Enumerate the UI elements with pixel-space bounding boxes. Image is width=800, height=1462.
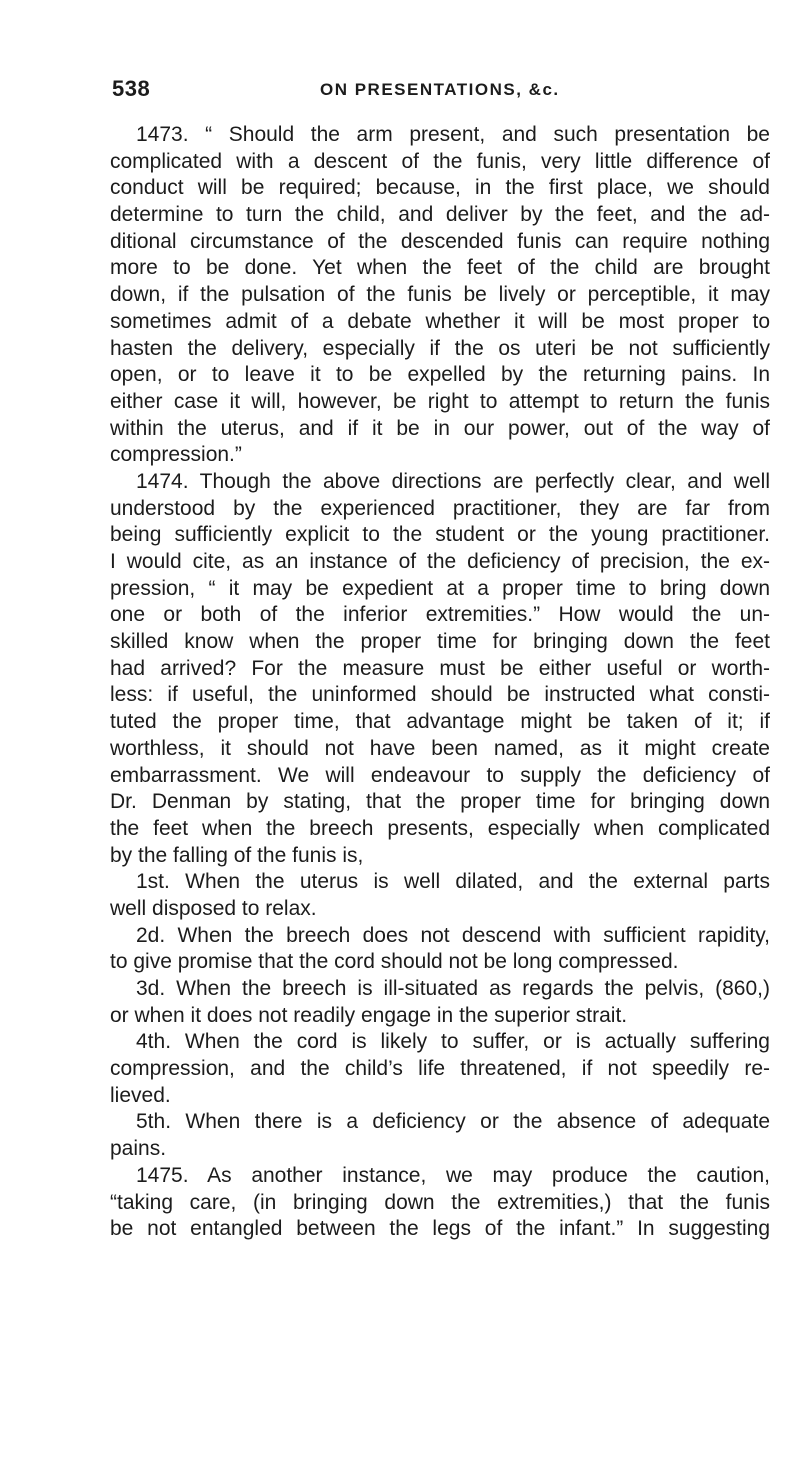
text-line: more to be done. Yet when the feet of the child are brought bbox=[110, 256, 770, 280]
running-head: ON PRESENTATIONS, &c. bbox=[320, 80, 560, 99]
text-line: 5th. When there is a deficiency or the absence of adequate bbox=[136, 1110, 770, 1134]
text-line: 1st. When the uterus is well dilated, and the external parts bbox=[136, 870, 770, 894]
text-line: being sufficiently explicit to the student or the young practitioner. bbox=[110, 523, 770, 547]
text-line: sometimes admit of a debate whether it will be most proper to bbox=[110, 309, 770, 333]
text-line: complicated with a descent of the funis, very little difference of bbox=[110, 149, 770, 173]
text-line: within the uterus, and if it be in our power, out of the way of bbox=[110, 416, 770, 440]
text-line: “taking care, (in bringing down the extremities,) that the funis bbox=[110, 1190, 770, 1214]
text-line: conduct will be required; because, in the first place, we should bbox=[110, 176, 770, 200]
text-line: compression, and the child’s life threatened, if not speedily re- bbox=[110, 1057, 770, 1081]
text-line: compression.” bbox=[110, 443, 242, 467]
text-line: 3d. When the breech is ill-situated as regards the pelvis, (860,) bbox=[136, 977, 770, 1000]
text-line: less: if useful, the uninformed should be instructed what consti- bbox=[110, 683, 770, 707]
page-header bbox=[112, 76, 752, 106]
text-line: worthless, it should not have been named, as it might create bbox=[110, 736, 770, 760]
text-line: down, if the pulsation of the funis be lively or perceptible, it may bbox=[110, 283, 770, 307]
text-line: hasten the delivery, especially if the os uteri be not sufficiently bbox=[110, 336, 770, 360]
text-line: be not entangled between the legs of the infant.” In suggesting bbox=[110, 1217, 770, 1241]
text-line: pains. bbox=[110, 1137, 167, 1161]
text-line: well disposed to relax. bbox=[110, 896, 317, 920]
text-line: 4th. When the cord is likely to suffer, or is actually suffering bbox=[136, 1030, 770, 1054]
text-line: 2d. When the breech does not descend with sufficient rapidity, bbox=[136, 923, 770, 947]
text-line: ditional circumstance of the descended funis can require nothing bbox=[110, 229, 770, 253]
text-line: 1475. As another instance, we may produce the caution, bbox=[136, 1163, 770, 1187]
body-text bbox=[110, 122, 770, 1243]
text-line: to give promise that the cord should not be long compressed. bbox=[110, 950, 679, 974]
text-line: embarrassment. We will endeavour to supply the deficiency of bbox=[110, 763, 770, 787]
text-line: understood by the experienced practitioner, they are far from bbox=[110, 496, 770, 520]
text-line: had arrived? For the measure must be either useful or worth- bbox=[110, 656, 770, 680]
text-line: the feet when the breech presents, especially when complicated bbox=[110, 816, 770, 840]
text-line: or when it does not readily engage in the superior strait. bbox=[110, 1003, 628, 1027]
text-line: 1474. Though the above directions are perfectly clear, and well bbox=[136, 469, 770, 493]
text-line: 1473. “ Should the arm present, and such presentation be bbox=[136, 123, 770, 146]
text-line: Dr. Denman by stating, that the proper time for bringing down bbox=[110, 790, 770, 814]
text-line: I would cite, as an instance of the deficiency of precision, the ex- bbox=[110, 550, 770, 573]
page-number: 538 bbox=[112, 76, 151, 101]
text-line: one or both of the inferior extremities.” How would the un- bbox=[110, 603, 770, 627]
text-line: by the falling of the funis is, bbox=[110, 843, 364, 867]
text-line: tuted the proper time, that advantage might be taken of it; if bbox=[110, 710, 770, 734]
text-line: pression, “ it may be expedient at a proper time to bring down bbox=[110, 576, 770, 600]
text-line: skilled know when the proper time for bringing down the feet bbox=[110, 630, 770, 654]
text-line: either case it will, however, be right to attempt to return the funis bbox=[110, 389, 770, 413]
text-line: lieved. bbox=[110, 1083, 171, 1107]
text-line: determine to turn the child, and deliver by the feet, and the ad- bbox=[110, 203, 770, 227]
text-line: open, or to leave it to be expelled by the returning pains. In bbox=[110, 363, 770, 387]
